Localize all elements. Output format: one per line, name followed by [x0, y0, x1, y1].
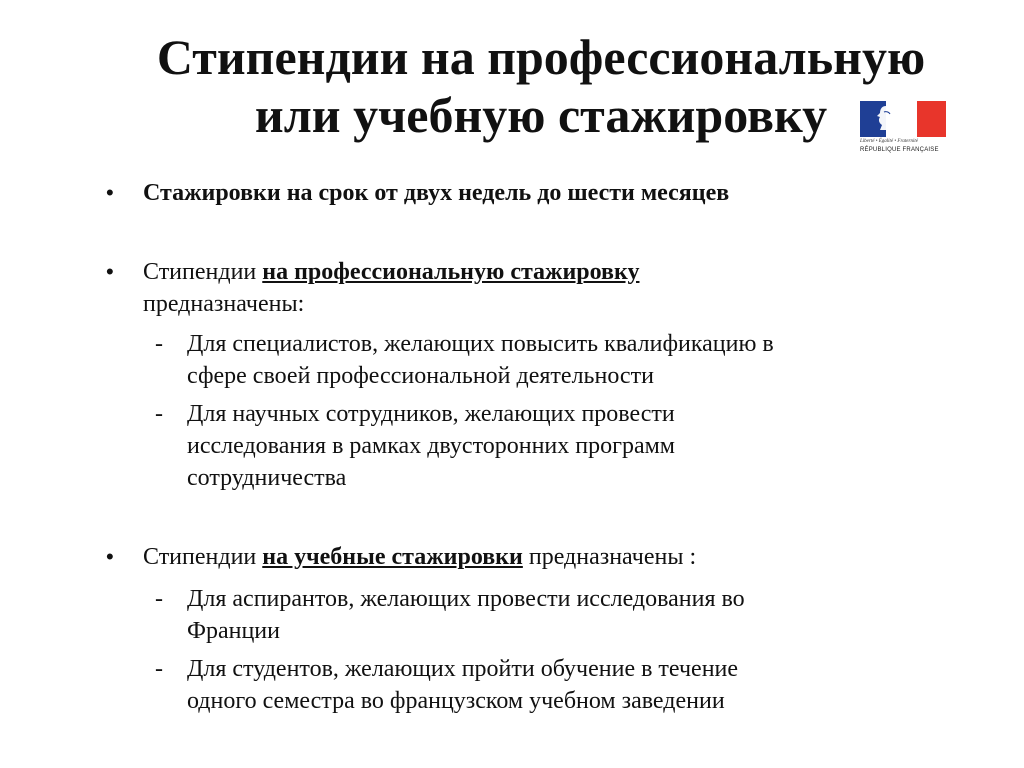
bullet-marker: • — [106, 180, 114, 205]
sub-line: сотрудничества — [187, 465, 347, 491]
bullet-3-suffix: предназначены : — [522, 544, 697, 570]
bullet-2-sub-1 — [187, 328, 967, 392]
sub-line: исследования в рамках двусторонних программ — [187, 433, 675, 459]
sub-line: Для специалистов, желающих повысить квалификацию в — [187, 331, 774, 357]
sub-line: Для научных сотрудников, желающих провести — [187, 401, 675, 427]
logo-motto: Liberté • Égalité • Fraternité — [860, 139, 918, 144]
bullet-2-prefix: Стипендии — [143, 259, 263, 285]
bullet-marker: • — [106, 259, 114, 284]
sub-line: Для студентов, желающих пройти обучение в течение — [187, 656, 739, 682]
logo-republique-francaise: RÉPUBLIQUE FRANÇAISE — [860, 147, 939, 153]
bullet-3-emphasis: на учебные стажировки — [262, 544, 523, 570]
bullet-marker: • — [106, 544, 114, 569]
slide-title-line-2: или учебную стажировку — [254, 87, 828, 143]
bullet-2-text — [143, 256, 963, 320]
bullet-2-emphasis: на профессиональную стажировку — [262, 259, 640, 285]
slide-title-line-1: Стипендии на профессиональную — [156, 29, 926, 85]
sub-bullet-marker: - — [155, 586, 163, 612]
bullet-1-text: Стажировки на срок от двух недель до шести месяцев — [143, 180, 730, 206]
bullet-3-text — [143, 541, 963, 573]
sub-bullet-marker: - — [155, 401, 163, 427]
bullet-3-prefix: Стипендии — [143, 544, 263, 570]
sub-line: сфере своей профессиональной деятельности — [187, 363, 654, 389]
sub-line: одного семестра во французском учебном заведении — [187, 688, 725, 714]
sub-line: Для аспирантов, желающих провести исследования во — [187, 586, 745, 612]
bullet-2-sub-2 — [187, 398, 967, 494]
bullet-3-sub-1 — [187, 583, 967, 647]
sub-line: Франции — [187, 618, 280, 644]
bullet-3-sub-2 — [187, 653, 967, 717]
sub-bullet-marker: - — [155, 656, 163, 682]
bullet-2-suffix: предназначены: — [143, 291, 305, 317]
sub-bullet-marker: - — [155, 331, 163, 357]
